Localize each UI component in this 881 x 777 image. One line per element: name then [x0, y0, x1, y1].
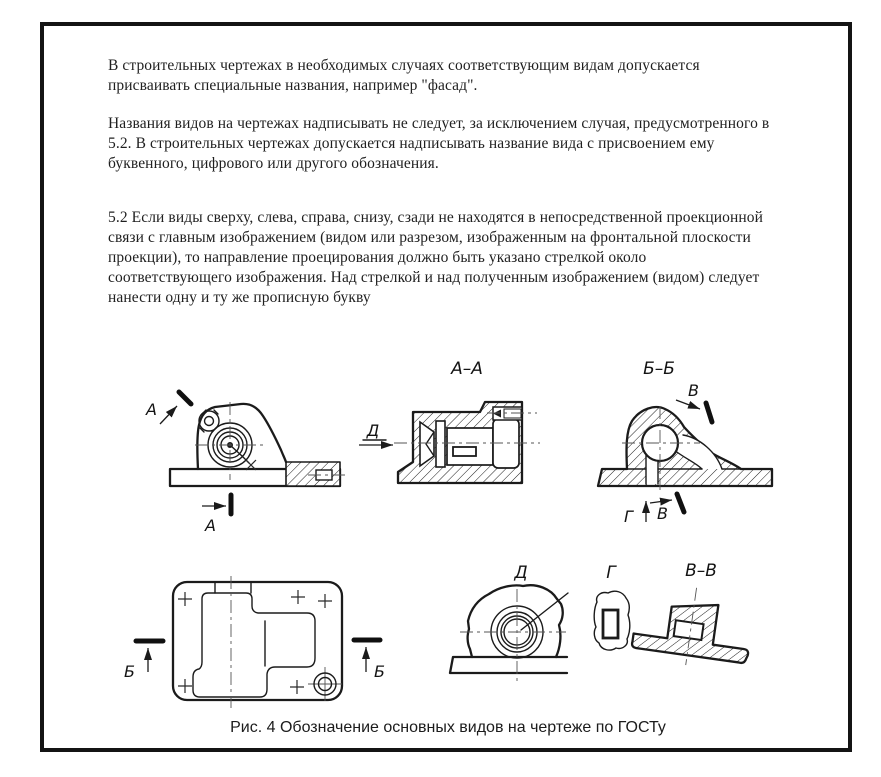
plan-view-drawing	[124, 576, 385, 708]
text-line: Названия видов на чертежах надписывать не следует, за исключением случая, предусмотренного в	[108, 115, 770, 132]
view-label-v-bottom: В	[657, 504, 668, 523]
center-cross	[290, 680, 304, 694]
view-arrow-v-top[interactable]	[676, 400, 700, 409]
base-lines	[450, 657, 567, 673]
text-line: 5.2. В строительных чертежах допускается надписывать название вида с присвоением ему	[108, 135, 715, 152]
section-vv-drawing	[630, 561, 756, 673]
figure-drawings	[0, 340, 881, 730]
view-label-d: Д	[514, 563, 528, 583]
text-line: проекции), то направление проецирования должно быть указано стрелкой около	[108, 249, 647, 266]
text-line: В строительных чертежах в необходимых случаях соответствующим видам допускается	[108, 57, 700, 74]
section-aa-drawing	[359, 359, 540, 483]
text-line: 5.2 Если виды сверху, слева, справа, снизу, сзади не находятся в непосредственной проекционной	[108, 209, 764, 226]
keyway-slot	[453, 447, 476, 456]
view-arrow-a-top[interactable]	[160, 406, 177, 424]
rect-hole	[674, 620, 704, 640]
text-line: соответствующего изображения. Над стрелкой и над полученным изображением (видом) следует	[108, 269, 760, 286]
plan-label-b-right: Б	[374, 662, 385, 681]
top-slot-lines	[215, 583, 251, 593]
text-line: связи с главным изображением (видом или разрезом, изображенным на фронтальной плоскости	[108, 229, 751, 246]
paragraph-clause-5-2	[108, 208, 763, 308]
text-line: нанести одну и ту же прописную букву	[108, 289, 371, 306]
section-label-aa: А–А	[451, 359, 483, 379]
plan-outline	[173, 582, 342, 700]
cutting-plane-stroke	[706, 403, 712, 422]
figure-caption: Рис. 4 Обозначение основных видов на чертеже по ГОСТу	[230, 719, 666, 736]
paragraph-view-names	[108, 114, 769, 174]
main-view-drawing	[145, 392, 347, 535]
section-bb-drawing	[598, 359, 772, 526]
section-label-bb: Б–Б	[643, 359, 675, 379]
center-cross	[291, 590, 305, 604]
view-label-g: Г	[624, 507, 633, 526]
cutting-plane-stroke	[179, 392, 191, 404]
center-cross	[178, 592, 192, 606]
body-outline	[197, 404, 286, 469]
paragraph-special-names	[108, 56, 700, 96]
tilted-section	[630, 580, 756, 673]
view-arrow-v-bottom[interactable]	[650, 500, 672, 503]
center-cross	[178, 679, 192, 693]
view-g-drawing	[594, 563, 630, 650]
view-label-a-top: А	[146, 400, 157, 419]
top-bore-thread	[504, 409, 521, 418]
knurled-boss-inner	[205, 417, 214, 426]
right-cavity	[493, 419, 519, 468]
plan-label-b-left: Б	[124, 662, 135, 681]
text-line: буквенного, цифрового или другого обозначения.	[108, 155, 439, 172]
rib	[436, 421, 445, 467]
center-cross	[318, 594, 332, 608]
slot-hole	[603, 610, 618, 638]
view-d-drawing	[450, 563, 568, 681]
cutting-plane-stroke	[677, 494, 684, 512]
view-label-a-bottom: А	[205, 516, 216, 535]
boss-outline	[468, 585, 563, 657]
section-label-vv: В–В	[685, 561, 717, 581]
text-line: присваивать специальные названия, например "фасад".	[108, 77, 478, 94]
view-label-d-arrow: Д	[366, 421, 380, 440]
view-label-g: Г	[606, 563, 616, 583]
view-label-v-top: В	[688, 381, 699, 400]
